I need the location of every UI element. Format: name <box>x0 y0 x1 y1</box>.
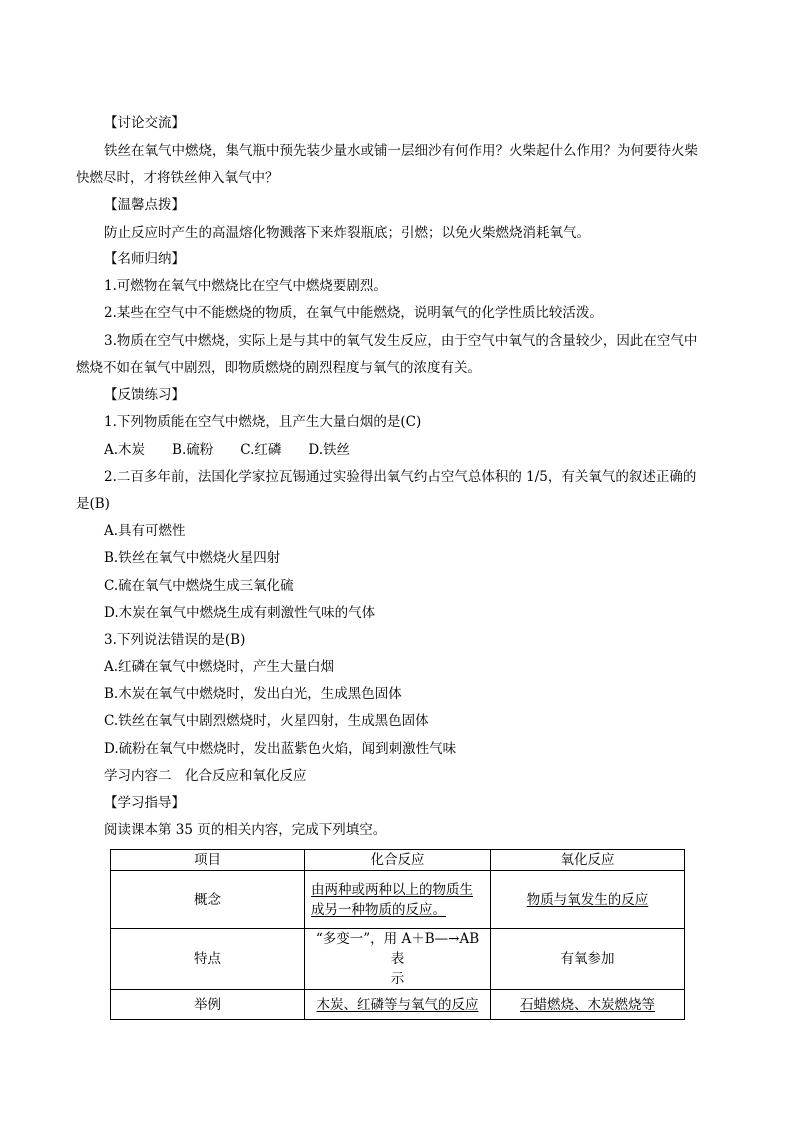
tip-text: 防止反应时产生的高温熔化物溅落下来炸裂瓶底；引燃；以免火柴燃烧消耗氧气。 <box>104 225 590 241</box>
oxidation-concept-text: 物质与氧发生的反应 <box>526 891 649 908</box>
question-3: 3.下列说法错误的是(B) <box>104 632 246 648</box>
discussion-question-line1: 铁丝在氧气中燃烧，集气瓶中预先装少量水或铺一层细沙有何作用？火柴起什么作用？为何要待火柴 <box>104 143 698 159</box>
question-2-option-a: A.具有可燃性 <box>104 523 186 539</box>
section-2-title: 学习内容二 化合反应和氧化反应 <box>104 768 307 784</box>
header-item: 项目 <box>111 850 305 871</box>
row-label-example: 举例 <box>111 990 305 1020</box>
question-3-option-c: C.铁丝在氧气中剧烈燃烧时，火星四射，生成黑色固体 <box>104 713 429 729</box>
question-2-option-c: C.硫在氧气中燃烧生成三氧化硫 <box>104 578 294 594</box>
combination-feature-line2: 示 <box>390 971 405 987</box>
table-header-row <box>111 850 685 871</box>
oxidation-example-text: 石蜡燃烧、木炭燃烧等 <box>520 996 655 1013</box>
guide-text: 阅读课本第 35 页的相关内容，完成下列填空。 <box>104 822 387 838</box>
combination-example <box>305 990 491 1020</box>
row-label-concept: 概念 <box>111 871 305 929</box>
combination-feature-line1: “多变一”，用 A＋B—→AB 表 <box>315 931 480 967</box>
table-row <box>111 990 685 1020</box>
practice-heading: 【反馈练习】 <box>104 387 185 403</box>
header-oxidation: 氧化反应 <box>491 850 685 871</box>
header-combination: 化合反应 <box>305 850 491 871</box>
question-1-options: A.木炭 B.硫粉 C.红磷 D.铁丝 <box>104 442 351 458</box>
tip-heading: 【温馨点拨】 <box>104 197 185 213</box>
question-2-line1: 2.二百多年前，法国化学家拉瓦锡通过实验得出氧气约占空气总体积的 1/5，有关氧气的叙述正确的 <box>104 469 697 485</box>
question-3-option-a: A.红磷在氧气中燃烧时，产生大量白烟 <box>104 659 335 675</box>
question-3-option-d: D.硫粉在氧气中燃烧时，发出蓝紫色火焰，闻到刺激性气味 <box>104 741 457 757</box>
question-1: 1.下列物质能在空气中燃烧，且产生大量白烟的是(C) <box>104 414 422 430</box>
guide-heading: 【学习指导】 <box>104 795 185 811</box>
combination-feature <box>305 929 491 990</box>
question-2-option-d: D.木炭在氧气中燃烧生成有刺激性气味的气体 <box>104 605 376 621</box>
summary-item-3-line1: 3.物质在空气中燃烧，实际上是与其中的氧气发生反应，由于空气中氧气的含量较少，因此在空气中 <box>104 333 698 349</box>
table-row <box>111 871 685 929</box>
combination-concept <box>305 871 491 929</box>
summary-heading: 【名师归纳】 <box>104 251 185 267</box>
discussion-heading: 【讨论交流】 <box>104 115 185 131</box>
oxidation-concept <box>491 871 685 929</box>
question-3-option-b: B.木炭在氧气中燃烧时，发出白光，生成黑色固体 <box>104 686 402 702</box>
summary-item-2: 2.某些在空气中不能燃烧的物质，在氧气中能燃烧，说明氧气的化学性质比较活泼。 <box>104 305 603 321</box>
combination-example-text: 木炭、红磷等与氧气的反应 <box>316 996 479 1013</box>
oxidation-feature: 有氧参加 <box>491 929 685 990</box>
oxidation-example <box>491 990 685 1020</box>
summary-item-1: 1.可燃物在氧气中燃烧比在空气中燃烧要剧烈。 <box>104 278 387 294</box>
combination-concept-line2: 成另一种物质的反应。 <box>311 901 446 918</box>
reaction-comparison-table <box>110 849 685 1020</box>
row-label-feature: 特点 <box>111 929 305 990</box>
combination-concept-line1: 由两种或两种以上的物质生 <box>311 881 473 898</box>
summary-item-3-line2: 燃烧不如在氧气中剧烈，即物质燃烧的剧烈程度与氧气的浓度有关。 <box>76 360 481 376</box>
table-row <box>111 929 685 990</box>
question-2-option-b: B.铁丝在氧气中燃烧火星四射 <box>104 550 281 566</box>
question-2-line2: 是(B) <box>76 496 110 512</box>
discussion-question-line2: 快燃尽时，才将铁丝伸入氧气中？ <box>76 170 279 186</box>
